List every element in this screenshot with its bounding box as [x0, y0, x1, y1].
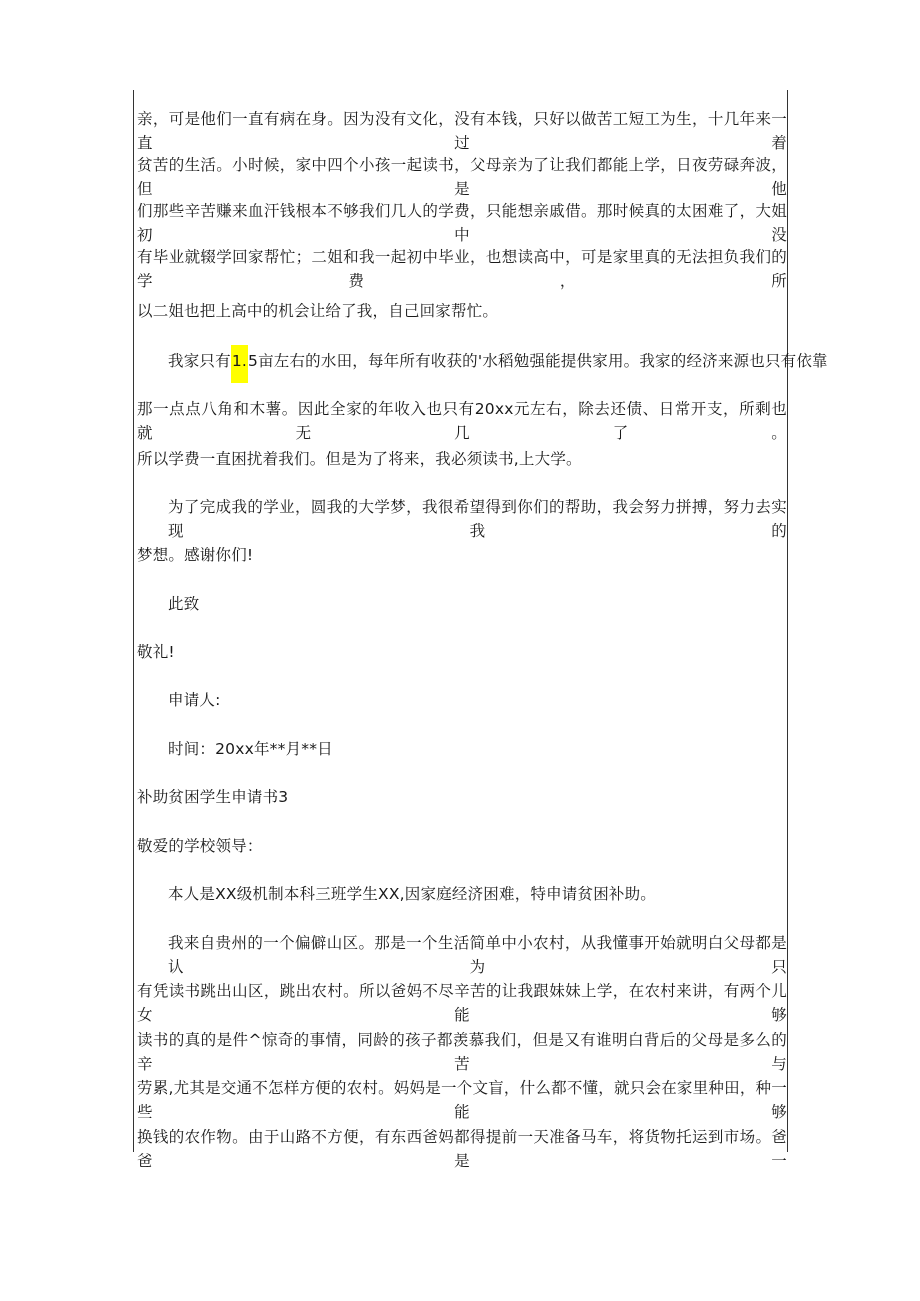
paragraph-1-line-3: 们那些辛苦赚来血汗钱根本不够我们几人的学费，只能想亲戚借。那时候真的太困难了，大姐初中没 [137, 202, 787, 244]
paragraph-1-line-5: 以二姐也把上高中的机会让给了我，自己回家帮忙。 [137, 302, 499, 320]
paragraph-2-line-1 [168, 349, 828, 373]
paragraph-5-line-1: 我来自贵州的一个偏僻山区。那是一个生活简单中小农村，从我懂事开始就明白父母都是认为只 [168, 934, 787, 976]
highlighted-number: 1. [231, 345, 248, 383]
paragraph-1-line-2: 贫苦的生活。小时候，家中四个小孩一起读书，父母亲为了让我们都能上学，日夜劳碌奔波，但是他 [137, 156, 787, 198]
applicant-label: 申请人: [168, 691, 221, 709]
date-line: 时间：20xx年**月**日 [168, 740, 333, 758]
paragraph-2-text-before: 我家只有 [168, 352, 231, 370]
closing-jingli: 敬礼! [137, 643, 175, 661]
paragraph-1-line-4: 有毕业就辍学回家帮忙；二姐和我一起初中毕业，也想读高中，可是家里真的无法担负我们的学费，所 [137, 248, 787, 290]
paragraph-2-text-after: 5亩左右的水田，每年所有收获的'水稻勉强能提供家用。我家的经济来源也只有依靠 [248, 352, 828, 370]
salutation: 敬爱的学校领导： [137, 837, 263, 855]
paragraph-5-line-5: 换钱的农作物。由于山路不方便，有东西爸妈都得提前一天准备马车，将货物托运到市场。爸爸是一 [137, 1128, 787, 1170]
paragraph-4: 本人是XX级机制本科三班学生XX,因家庭经济困难，特申请贫困补助。 [168, 885, 657, 903]
paragraph-1-line-1: 亲，可是他们一直有病在身。因为没有文化，没有本钱，只好以做苦工短工为生，十几年来一直过着 [137, 110, 787, 152]
paragraph-3-line-1: 为了完成我的学业，圆我的大学梦，我很希望得到你们的帮助，我会努力拼搏，努力去实现我的 [168, 498, 787, 540]
section-title: 补助贫困学生申请书3 [137, 788, 289, 806]
paragraph-5-line-4: 劳累,尤其是交通不怎样方便的农村。妈妈是一个文盲，什么都不懂，就只会在家里种田，种一些能够 [137, 1079, 787, 1121]
paragraph-2-line-2: 那一点点八角和木薯。因此全家的年收入也只有20xx元左右，除去还债、日常开支，所剩也就无几了。 [137, 400, 787, 442]
paragraph-5-line-2: 有凭读书跳出山区，跳出农村。所以爸妈不尽辛苦的让我跟妹妹上学，在农村来讲，有两个儿女能够 [137, 982, 787, 1024]
paragraph-3-line-2: 梦想。感谢你们! [137, 546, 254, 564]
closing-cizhi: 此致 [168, 595, 200, 613]
paragraph-2-line-3: 所以学费一直困扰着我们。但是为了将来，我必须读书,上大学。 [137, 450, 582, 468]
paragraph-5-line-3: 读书的真的是件^惊奇的事情，同龄的孩子都羡慕我们，但是又有谁明白背后的父母是多么的辛苦与 [137, 1031, 787, 1073]
